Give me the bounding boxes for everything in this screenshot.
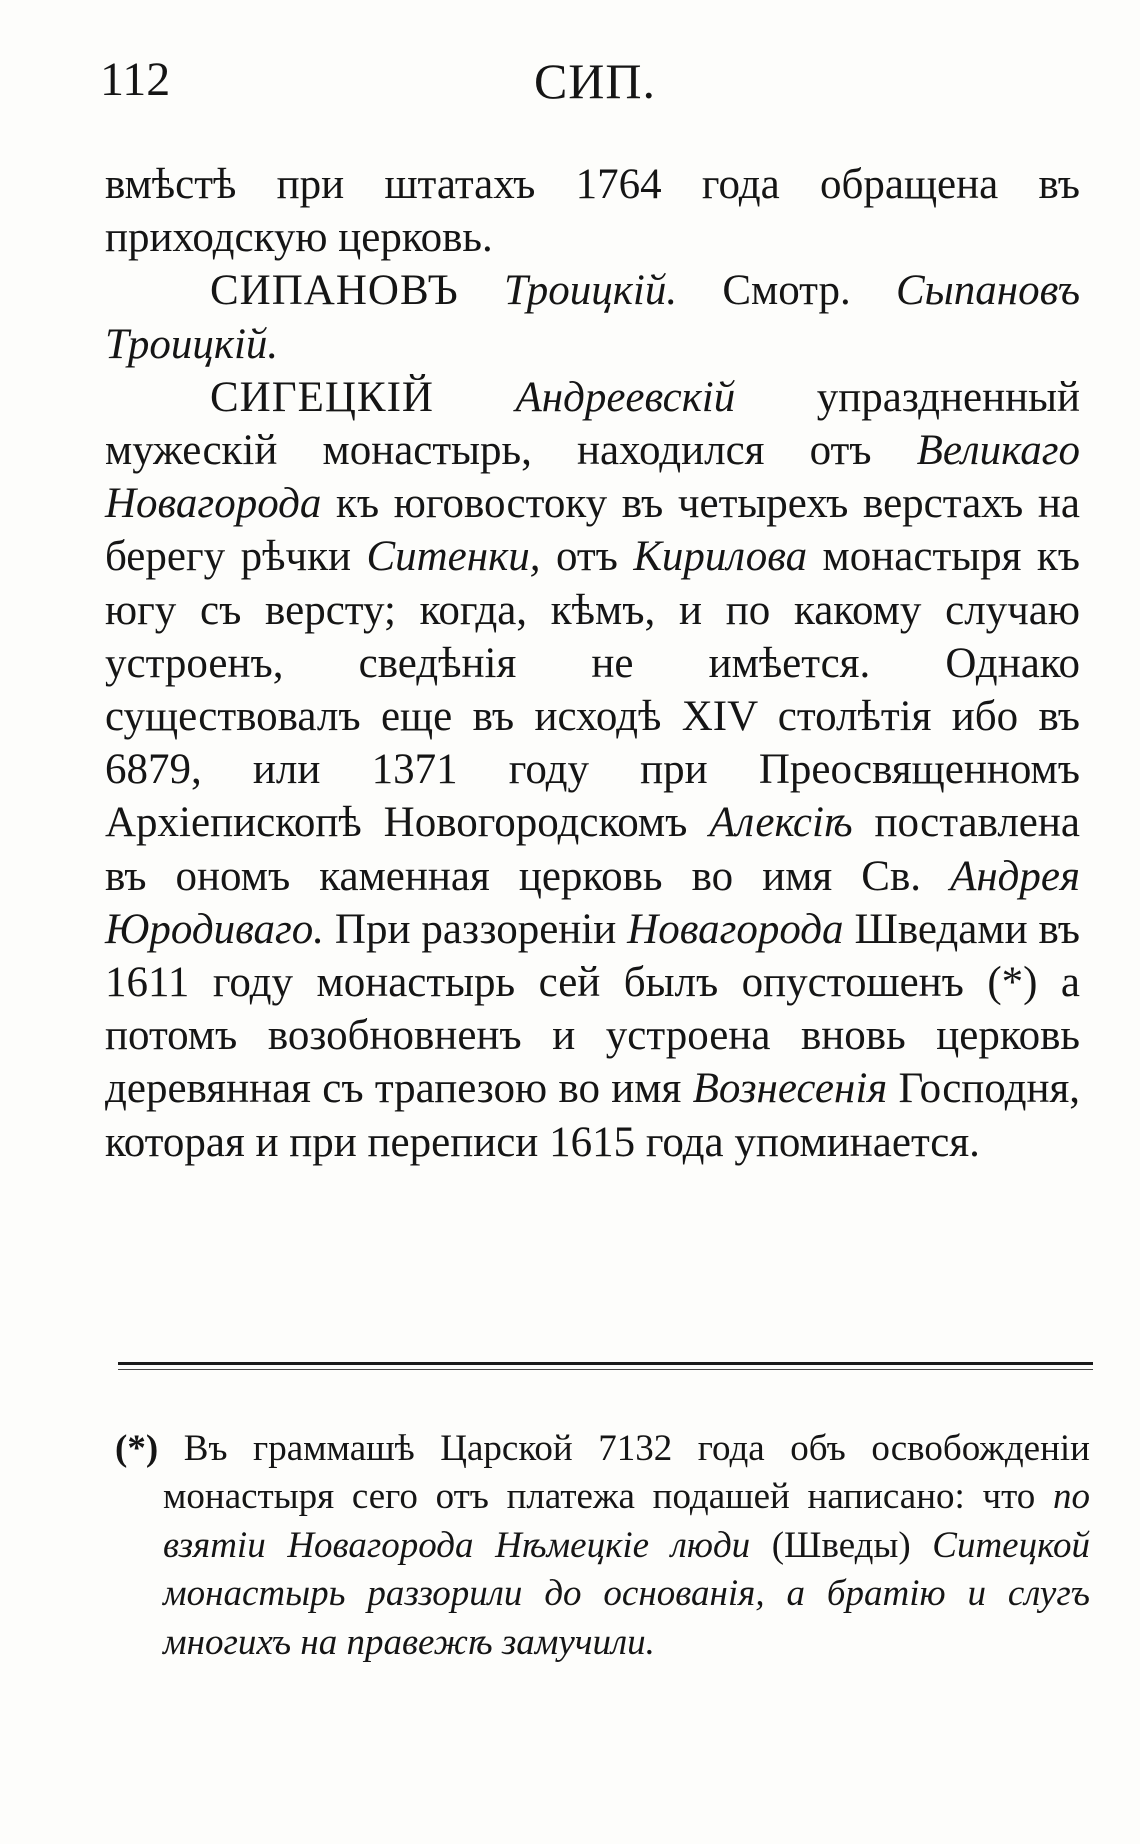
feast-name: Вознесенія: [692, 1065, 888, 1113]
main-text: [105, 158, 1080, 1169]
text-run: къ юговостоку въ четырехъ верстахъ на берегу рѣчки: [105, 480, 1080, 581]
text-run: упраздненный мужескій монастырь, находился отъ: [105, 373, 1080, 475]
entry-epithet: Троицкій.: [503, 267, 678, 315]
place-name: Кирилова: [633, 533, 808, 581]
text-run: поставлена въ ономъ каменная церковь во имя Св.: [105, 799, 1080, 900]
text-run: Господня, которая и при переписи 1615 года упоминается.: [105, 1065, 1080, 1166]
running-head: СИП.: [533, 53, 657, 109]
see-reference-label: Смотр.: [722, 267, 851, 315]
entry-headword: СИГЕЦКІЙ: [210, 373, 434, 421]
footnote-paragraph: [115, 1425, 1090, 1667]
text-run: (Шведы): [750, 1524, 933, 1566]
quoted-text: по взятіи Новагорода Нѣмецкіе люди: [163, 1476, 1090, 1566]
place-name: Великаго Новагорода: [105, 427, 1080, 528]
footnote-mark: (*): [115, 1428, 159, 1469]
place-name: Новагорода: [627, 905, 844, 953]
text-run: Шведами въ 1611 году монастырь сей былъ опустошенъ (*) а потомъ возобновненъ и устроена вновь церковь деревянная съ трапезою во имя: [105, 905, 1080, 1113]
text-run: монастыря къ югу съ версту; когда, кѣмъ, и по какому случаю устроенъ, сведѣнія не имѣется. Однако существовалъ еще въ исходѣ XIV столѣтія ибо въ 6879, или 1371 году при Преосвященномъ Архіепископѣ Новогородскомъ: [105, 533, 1081, 847]
text-run: Въ граммашѣ Царской 7132 года объ освобожденіи монастыря сего отъ платежа подашей написано: что: [158, 1428, 1090, 1518]
person-name: Алексіѣ: [709, 799, 853, 847]
text-run: При раззореніи: [323, 905, 628, 953]
entry-epithet: Андреевскій: [515, 373, 736, 421]
entry-sigetsky: [105, 371, 1080, 1169]
footnote: [115, 1425, 1090, 1667]
cross-reference: Сыпановъ Троицкій.: [105, 267, 1081, 368]
footnote-separator: [118, 1362, 1093, 1365]
entry-headword: СИПАНОВЪ: [210, 267, 459, 315]
saint-name: Андрея Юродиваго.: [105, 852, 1080, 953]
entry-sipanov: [105, 264, 1080, 370]
text-run: отъ: [540, 533, 634, 581]
page-number: 112: [100, 53, 171, 106]
page-header: [100, 52, 1090, 122]
paragraph-continuation: вмѣстѣ при штатахъ 1764 года обращена въ приходскую церковь.: [105, 161, 1080, 262]
place-name: Ситенки,: [366, 533, 541, 581]
footnote-separator-thin: [118, 1369, 1093, 1370]
quoted-text: Ситецкой монастырь раззорили до основанія, а братію и слугъ многихъ на правежѣ замучили.: [163, 1524, 1090, 1663]
